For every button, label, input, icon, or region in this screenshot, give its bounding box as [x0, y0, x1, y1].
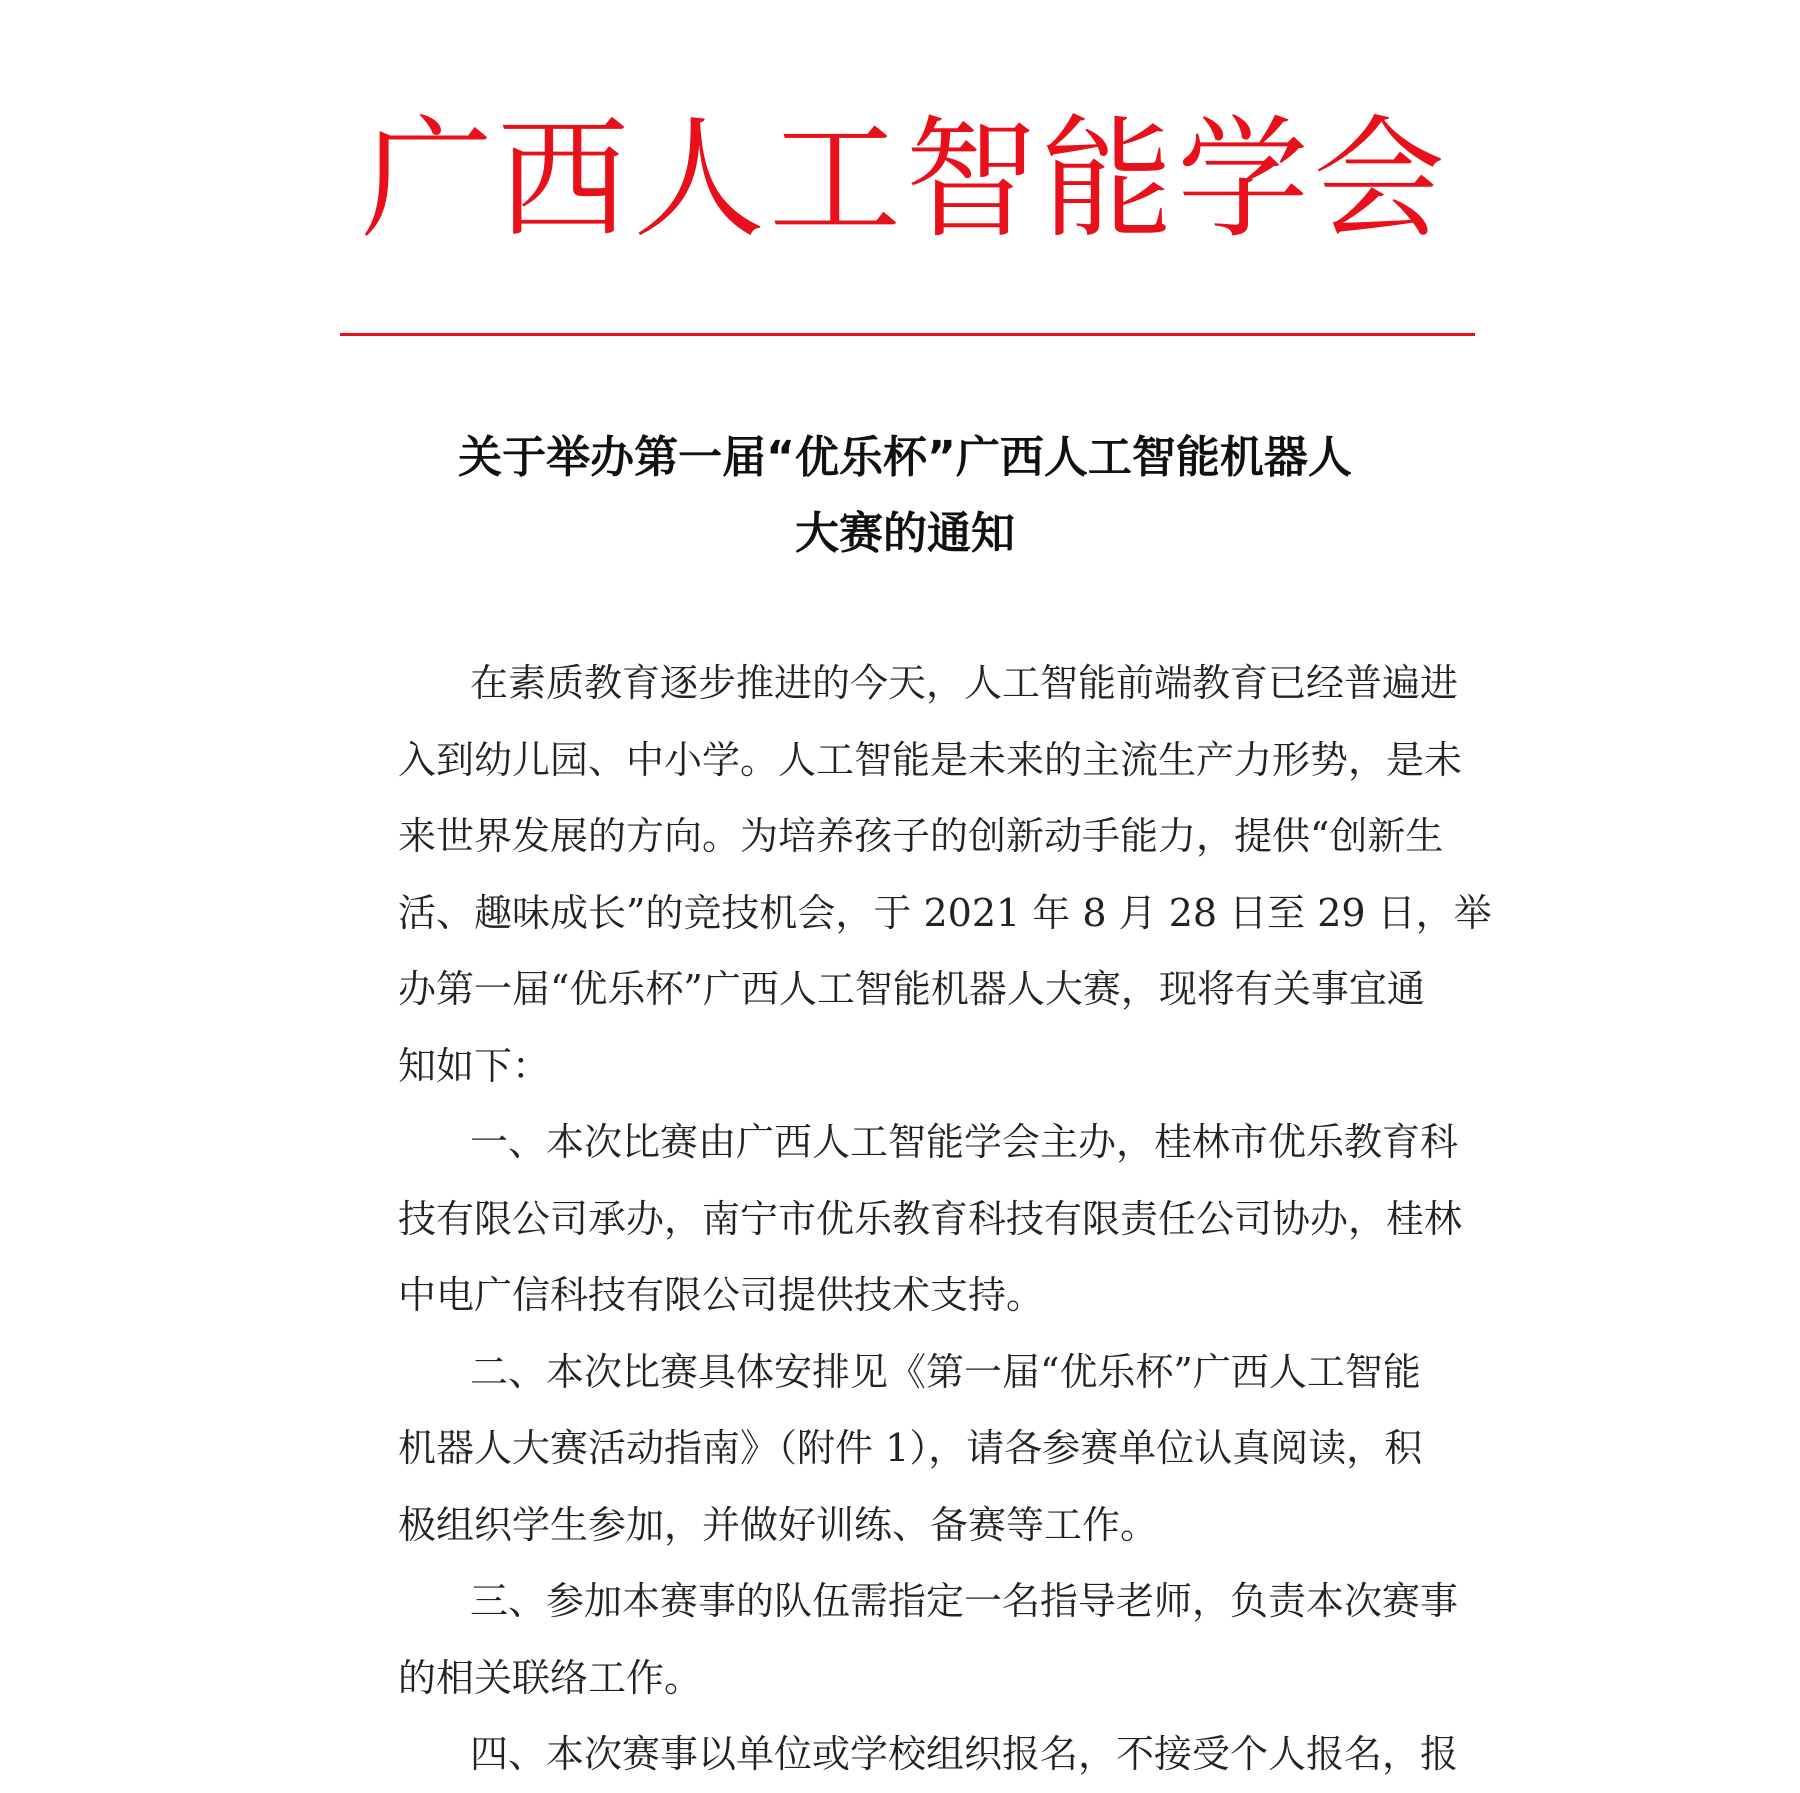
body-line: 入到幼儿园、中小学。人工智能是未来的主流生产力形势，是未 [398, 737, 1463, 782]
notice-title-line-2: 大赛的通知 [795, 508, 1015, 559]
organization-letterhead: 广西人工智能学会 [361, 103, 1449, 257]
body-line: 三、参加本赛事的队伍需指定一名指导老师，负责本次赛事 [470, 1579, 1459, 1623]
body-line: 中电广信科技有限公司提供技术支持。 [398, 1273, 1045, 1317]
body-line: 办第一届“优乐杯”广西人工智能机器人大赛，现将有关事宜通 [398, 967, 1425, 1011]
body-line: 四、本次赛事以单位或学校组织报名，不接受个人报名，报 [470, 1732, 1459, 1776]
body-line: 来世界发展的方向。为培养孩子的创新动手能力，提供“创新生 [398, 814, 1444, 858]
body-line: 技有限公司承办，南宁市优乐教育科技有限责任公司协办，桂林 [398, 1196, 1463, 1241]
body-line: 知如下： [398, 1043, 551, 1088]
body-line: 活、趣味成长”的竞技机会，于 2021 年 8 月 28 日至 29 日，举 [398, 890, 1492, 935]
notice-title-line-1: 关于举办第一届“优乐杯”广西人工智能机器人 [458, 432, 1352, 483]
body-line: 一、本次比赛由广西人工智能学会主办，桂林市优乐教育科 [470, 1120, 1459, 1164]
body-line: 在素质教育逐步推进的今天，人工智能前端教育已经普遍进 [470, 661, 1459, 705]
body-line: 极组织学生参加，并做好训练、备赛等工作。 [398, 1502, 1159, 1547]
notice-title [400, 420, 1410, 572]
body-line: 机器人大赛活动指南》（附件 1），请各参赛单位认真阅读，积 [398, 1426, 1423, 1470]
body-line: 的相关联络工作。 [398, 1655, 703, 1700]
letterhead-divider [340, 333, 1475, 336]
notice-body [398, 645, 1492, 1793]
body-line: 二、本次比赛具体安排见《第一届“优乐杯”广西人工智能 [470, 1349, 1421, 1394]
